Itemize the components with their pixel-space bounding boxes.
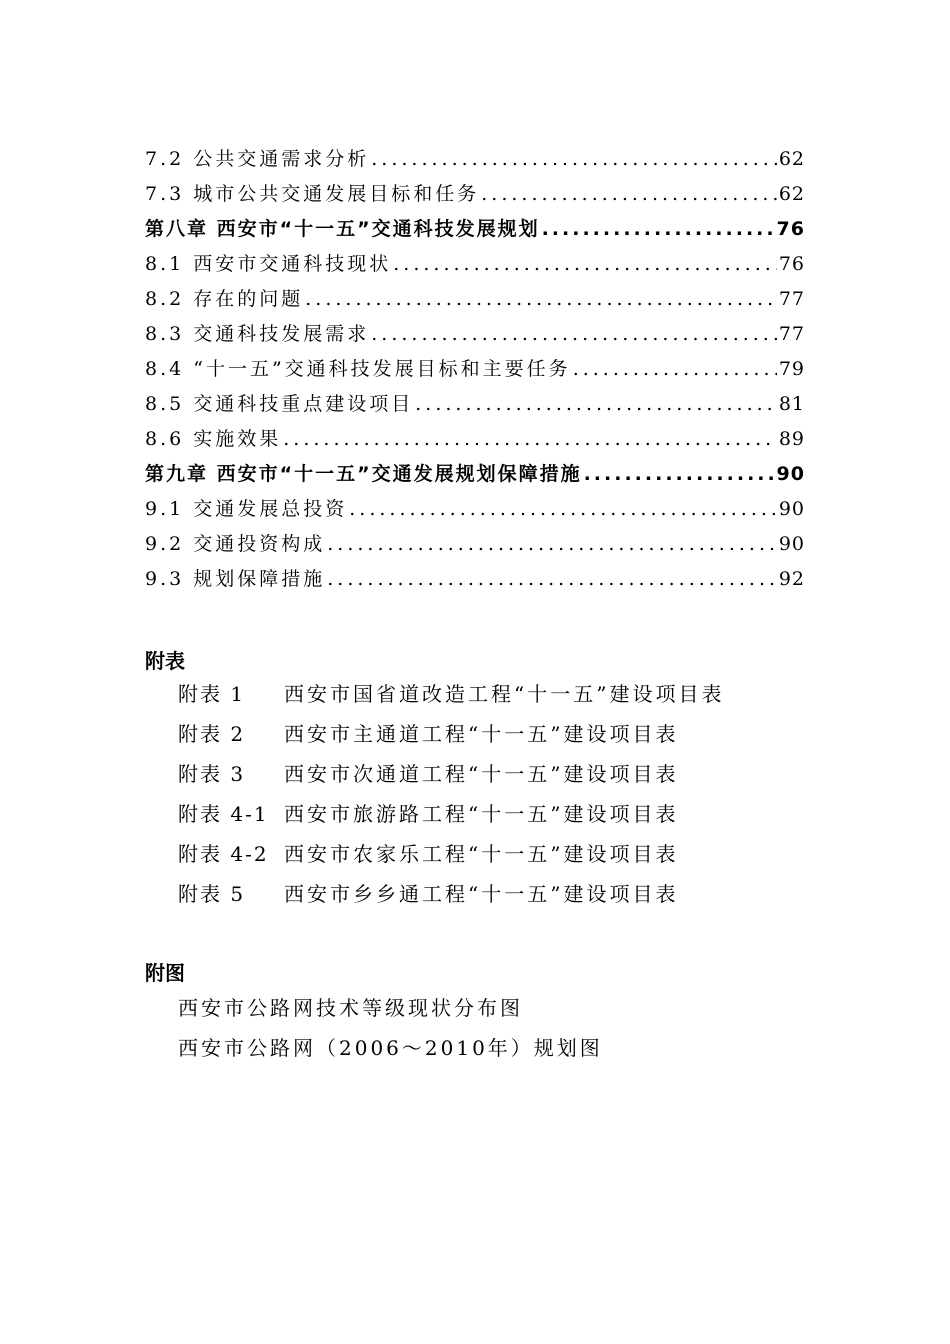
toc-dot-leader	[371, 319, 777, 349]
toc-entry-title: 8.2 存在的问题	[145, 288, 304, 310]
appendix-table-item	[178, 714, 818, 754]
toc-section-row	[145, 489, 805, 524]
appendix-table-description: 西安市乡乡通工程“十一五”建设项目表	[284, 882, 679, 906]
toc-page-number: 77	[778, 288, 805, 310]
toc-dot-leader	[283, 424, 777, 454]
toc-chapter-row	[145, 209, 805, 244]
toc-page-number: 90	[778, 533, 805, 555]
toc-page-number: 62	[778, 148, 805, 170]
toc-dot-leader	[542, 214, 775, 244]
toc-dot-leader	[305, 284, 777, 314]
toc-dot-leader	[371, 144, 777, 174]
toc-entry-title: 8.3 交通科技发展需求	[145, 323, 370, 345]
toc-section-row	[145, 524, 805, 559]
toc-page-number: 81	[778, 393, 805, 415]
appendix-table-description: 西安市国省道改造工程“十一五”建设项目表	[284, 682, 725, 706]
toc-entry-title: 9.2 交通投资构成	[145, 533, 326, 555]
toc-entry-title: 8.5 交通科技重点建设项目	[145, 393, 414, 415]
appendix-table-description: 西安市次通道工程“十一五”建设项目表	[284, 762, 679, 786]
appendix-figure-item: 西安市公路网（2006～2010年）规划图	[178, 1036, 603, 1060]
toc-dot-leader	[327, 529, 777, 559]
toc-chapter-row	[145, 454, 805, 489]
appendix-table-label: 附表 2	[178, 722, 246, 746]
toc-section-row	[145, 314, 805, 349]
toc-section-row	[145, 139, 805, 174]
toc-page-number: 79	[778, 358, 805, 380]
appendix-table-description: 西安市旅游路工程“十一五”建设项目表	[284, 802, 679, 826]
toc-page-number: 77	[778, 323, 805, 345]
toc-section-row	[145, 384, 805, 419]
toc-section-row	[145, 559, 805, 594]
toc-entry-title: 9.1 交通发展总投资	[145, 498, 348, 520]
toc-entry-title: 8.1 西安市交通科技现状	[145, 253, 392, 275]
toc-dot-leader	[327, 564, 777, 594]
appendix-table-item	[178, 674, 818, 714]
toc-dot-leader	[573, 354, 777, 384]
appendix-table-item	[178, 754, 818, 794]
toc-entry-title: 第八章 西安市“十一五”交通科技发展规划	[145, 218, 540, 240]
appendix-figure-item: 西安市公路网技术等级现状分布图	[178, 996, 523, 1020]
appendix-tables-list	[178, 674, 818, 914]
toc-entry-title: 8.6 实施效果	[145, 428, 282, 450]
toc-page-number: 62	[778, 183, 805, 205]
toc-entry-title: 8.4 “十一五”交通科技发展目标和主要任务	[145, 358, 571, 380]
toc-entry-title: 第九章 西安市“十一五”交通发展规划保障措施	[145, 463, 582, 485]
toc-entry-title: 7.3 城市公共交通发展目标和任务	[145, 183, 480, 205]
toc-page-number: 76	[778, 253, 805, 275]
appendix-table-label: 附表 3	[178, 762, 246, 786]
toc-dot-leader	[584, 459, 775, 489]
appendix-table-description: 西安市农家乐工程“十一五”建设项目表	[284, 842, 679, 866]
toc-page-number: 90	[776, 463, 805, 485]
appendix-table-item	[178, 834, 818, 874]
toc-section-row	[145, 244, 805, 279]
toc-section-row	[145, 279, 805, 314]
appendix-figures-list	[178, 988, 818, 1068]
toc-page-number: 90	[778, 498, 805, 520]
toc-page-number: 76	[776, 218, 805, 240]
appendix-table-label: 附表 4-2	[178, 842, 269, 866]
appendix-table-label: 附表 5	[178, 882, 246, 906]
toc-dot-leader	[481, 179, 777, 209]
appendix-table-item	[178, 794, 818, 834]
toc-section-row	[145, 174, 805, 209]
toc-section-row	[145, 349, 805, 384]
appendix-table-item	[178, 874, 818, 914]
toc-section-row	[145, 419, 805, 454]
table-of-contents	[145, 139, 805, 594]
appendix-table-label: 附表 1	[178, 682, 246, 706]
appendix-tables-heading: 附表	[145, 649, 185, 673]
appendix-table-description: 西安市主通道工程“十一五”建设项目表	[284, 722, 679, 746]
toc-dot-leader	[393, 249, 777, 279]
toc-entry-title: 7.2 公共交通需求分析	[145, 148, 370, 170]
toc-page-number: 92	[778, 568, 805, 590]
toc-entry-title: 9.3 规划保障措施	[145, 568, 326, 590]
appendix-figures-heading: 附图	[145, 961, 185, 985]
appendix-table-label: 附表 4-1	[178, 802, 269, 826]
toc-dot-leader	[349, 494, 777, 524]
toc-dot-leader	[415, 389, 777, 419]
toc-page-number: 89	[778, 428, 805, 450]
